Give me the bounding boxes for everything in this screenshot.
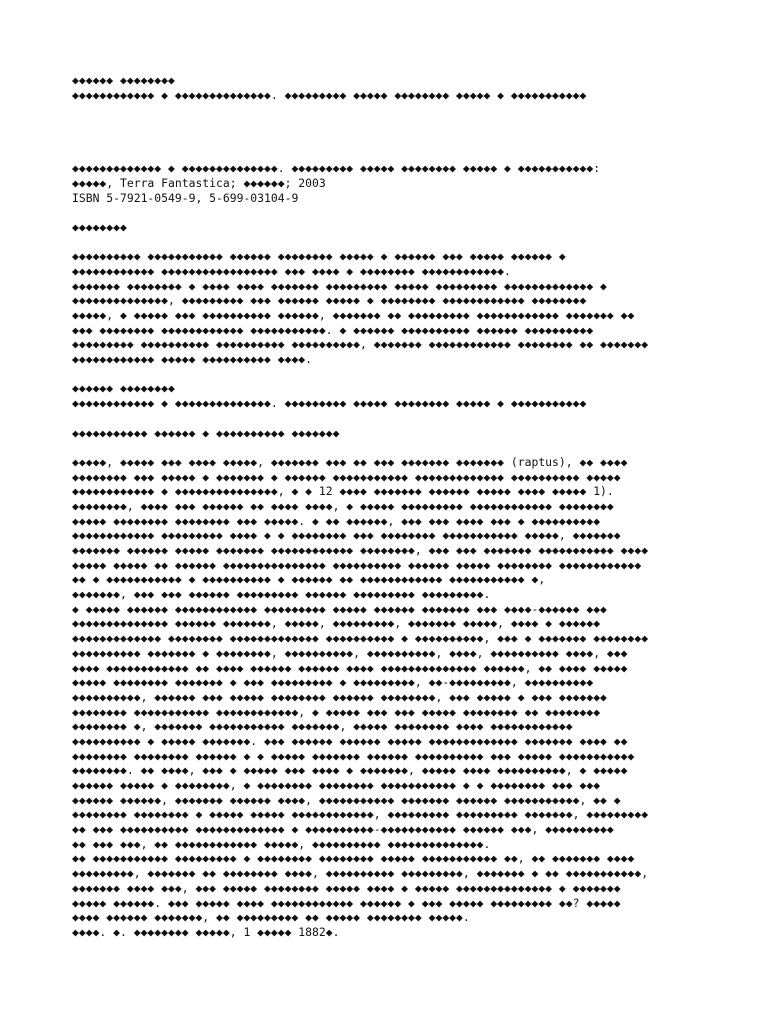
body-line: ◆◆◆◆◆◆◆◆ ◆◆◆◆◆◆◆◆ ◆ ◆◆◆◆◆ ◆◆◆◆◆ ◆◆◆◆◆◆◆◆◆◆◆◆, ◆◆◆◆◆◆◆◆◆ ◆◆◆◆◆◆◆◆◆ ◆◆◆◆◆◆◆, ◆◆◆◆◆◆◆◆◆: [72, 807, 649, 822]
series-line: ◆◆◆◆◆◆◆◆◆◆◆◆◆ ◆ ◆◆◆◆◆◆◆◆◆◆◆◆◆◆. ◆◆◆◆◆◆◆◆◆ ◆◆◆◆◆ ◆◆◆◆◆◆◆◆ ◆◆◆◆◆ ◆ ◆◆◆◆◆◆◆◆◆◆◆:: [72, 161, 601, 176]
body-line: ◆◆◆◆◆◆ ◆◆◆◆◆ ◆ ◆◆◆◆◆◆◆◆, ◆ ◆◆◆◆◆◆◆◆ ◆◆◆◆◆◆◆◆ ◆◆◆◆◆◆◆◆◆◆◆ ◆ ◆ ◆◆◆◆◆◆◆◆ ◆◆◆ ◆◆◆: [72, 778, 601, 793]
body-line: ◆◆ ◆◆◆ ◆◆◆◆◆◆◆◆◆◆ ◆◆◆◆◆◆◆◆◆◆◆◆◆ ◆ ◆◆◆◆◆◆◆◆◆◆-◆◆◆◆◆◆◆◆◆◆◆ ◆◆◆◆◆◆ ◆◆◆, ◆◆◆◆◆◆◆◆◆◆: [72, 822, 614, 837]
content-title: ◆◆◆◆◆◆◆◆◆◆◆◆ ◆ ◆◆◆◆◆◆◆◆◆◆◆◆◆◆. ◆◆◆◆◆◆◆◆◆ ◆◆◆◆◆ ◆◆◆◆◆◆◆◆ ◆◆◆◆◆ ◆ ◆◆◆◆◆◆◆◆◆◆◆: [72, 396, 587, 411]
spacer: [72, 367, 712, 382]
body-text: [72, 455, 712, 940]
body-line: ◆◆◆◆◆◆◆◆◆◆, ◆◆◆◆◆◆ ◆◆◆ ◆◆◆◆◆ ◆◆◆◆◆◆◆◆ ◆◆◆◆◆◆ ◆◆◆◆◆◆◆◆, ◆◆◆ ◆◆◆◆◆ ◆ ◆◆◆ ◆◆◆◆◆◆◆: [72, 689, 607, 704]
body-line: ◆◆◆◆◆ ◆◆◆◆◆◆. ◆◆◆ ◆◆◆◆◆ ◆◆◆◆ ◆◆◆◆◆◆◆◆◆◆◆◆ ◆◆◆◆◆◆ ◆ ◆◆◆ ◆◆◆◆◆ ◆◆◆◆◆◆◆◆◆ ◆◆? ◆◆◆◆◆: [72, 895, 621, 910]
paragraph-line: ◆◆◆ ◆◆◆◆◆◆◆◆ ◆◆◆◆◆◆◆◆◆◆◆◆ ◆◆◆◆◆◆◆◆◆◆◆. ◆ ◆◆◆◆◆◆ ◆◆◆◆◆◆◆◆◆◆ ◆◆◆◆◆◆ ◆◆◆◆◆◆◆◆◆◆: [72, 322, 594, 337]
body-line: ◆◆◆◆◆◆◆◆ ◆◆◆ ◆◆◆◆◆ ◆ ◆◆◆◆◆◆◆ ◆ ◆◆◆◆◆◆ ◆◆◆◆◆◆◆◆◆◆◆ ◆◆◆◆◆◆◆◆◆◆◆◆◆ ◆◆◆◆◆◆◆◆◆◆ ◆◆◆◆◆: [72, 469, 621, 484]
chapter-title: ◆◆◆◆◆◆◆◆◆◆◆ ◆◆◆◆◆◆ ◆ ◆◆◆◆◆◆◆◆◆◆ ◆◆◆◆◆◆◆: [72, 425, 340, 440]
body-line: ◆◆◆◆◆◆◆◆◆◆◆◆◆ ◆◆◆◆◆◆◆◆ ◆◆◆◆◆◆◆◆◆◆◆◆◆ ◆◆◆◆◆◆◆◆◆◆ ◆ ◆◆◆◆◆◆◆◆◆◆, ◆◆◆ ◆ ◆◆◆◆◆◆◆ ◆◆◆◆◆◆◆◆: [72, 631, 649, 646]
annotation-heading: ◆◆◆◆◆◆◆◆: [72, 219, 127, 234]
body-line: ◆◆◆◆◆◆◆◆◆◆◆◆ ◆ ◆◆◆◆◆◆◆◆◆◆◆◆◆◆◆, ◆ ◆ 12 ◆◆◆◆ ◆◆◆◆◆◆◆ ◆◆◆◆◆◆ ◆◆◆◆◆ ◆◆◆◆ ◆◆◆◆◆ 1).: [72, 484, 614, 499]
paragraph-line: ◆◆◆◆◆◆◆ ◆◆◆◆◆◆◆◆ ◆ ◆◆◆◆ ◆◆◆◆ ◆◆◆◆◆◆◆ ◆◆◆◆◆◆◆◆◆ ◆◆◆◆◆ ◆◆◆◆◆◆◆◆◆ ◆◆◆◆◆◆◆◆◆◆◆◆◆ ◆: [72, 278, 607, 293]
paragraph-line: ◆◆◆◆◆◆◆◆◆◆ ◆◆◆◆◆◆◆◆◆◆◆ ◆◆◆◆◆◆ ◆◆◆◆◆◆◆◆ ◆◆◆◆◆ ◆ ◆◆◆◆◆◆ ◆◆◆ ◆◆◆◆◆ ◆◆◆◆◆◆ ◆: [72, 249, 566, 264]
body-line: ◆◆ ◆◆◆◆◆◆◆◆◆◆◆ ◆◆◆◆◆◆◆◆◆ ◆ ◆◆◆◆◆◆◆◆ ◆◆◆◆◆◆◆◆ ◆◆◆◆◆ ◆◆◆◆◆◆◆◆◆◆◆ ◆◆, ◆◆ ◆◆◆◆◆◆◆ ◆◆◆◆: [72, 851, 635, 866]
body-line: ◆◆◆◆◆ ◆◆◆◆◆ ◆◆ ◆◆◆◆◆◆ ◆◆◆◆◆◆◆◆◆◆◆◆◆◆◆ ◆◆◆◆◆◆◆◆◆◆ ◆◆◆◆◆◆ ◆◆◆◆◆ ◆◆◆◆◆◆◆◆ ◆◆◆◆◆◆◆◆◆◆◆◆: [72, 557, 642, 572]
spacer: [72, 440, 712, 455]
body-line: ◆◆◆◆◆◆◆ ◆◆◆◆◆◆ ◆◆◆◆◆ ◆◆◆◆◆◆◆ ◆◆◆◆◆◆◆◆◆◆◆◆ ◆◆◆◆◆◆◆◆, ◆◆◆ ◆◆◆ ◆◆◆◆◆◆◆ ◆◆◆◆◆◆◆◆◆◆◆ ◆◆◆◆: [72, 543, 649, 558]
header-author: ◆◆◆◆◆◆ ◆◆◆◆◆◆◆◆: [72, 73, 175, 87]
body-line: ◆◆◆◆◆ ◆◆◆◆◆◆◆◆ ◆◆◆◆◆◆◆ ◆ ◆◆◆ ◆◆◆◆◆◆◆◆◆ ◆ ◆◆◆◆◆◆◆◆◆, ◆◆-◆◆◆◆◆◆◆◆◆, ◆◆◆◆◆◆◆◆◆◆: [72, 675, 594, 690]
body-line: ◆◆◆◆ ◆◆◆◆◆◆◆◆◆◆◆◆ ◆◆ ◆◆◆◆ ◆◆◆◆◆◆ ◆◆◆◆◆◆ ◆◆◆◆ ◆◆◆◆◆◆◆◆◆◆◆◆◆◆ ◆◆◆◆◆◆, ◆◆ ◆◆◆◆ ◆◆◆◆◆: [72, 660, 628, 675]
isbn-line: ISBN 5-7921-0549-9, 5-699-03104-9: [72, 190, 299, 205]
paragraph-line: ◆◆◆◆◆◆◆◆◆◆◆◆◆◆, ◆◆◆◆◆◆◆◆◆ ◆◆◆ ◆◆◆◆◆◆ ◆◆◆◆◆ ◆ ◆◆◆◆◆◆◆◆ ◆◆◆◆◆◆◆◆◆◆◆◆ ◆◆◆◆◆◆◆◆: [72, 293, 587, 308]
body-line: ◆ ◆◆◆◆◆ ◆◆◆◆◆◆ ◆◆◆◆◆◆◆◆◆◆◆◆ ◆◆◆◆◆◆◆◆◆ ◆◆◆◆◆ ◆◆◆◆◆◆ ◆◆◆◆◆◆◆ ◆◆◆ ◆◆◆◆-◆◆◆◆◆◆ ◆◆◆: [72, 601, 607, 616]
paragraph-line: ◆◆◆◆◆, ◆ ◆◆◆◆◆ ◆◆◆ ◆◆◆◆◆◆◆◆◆◆ ◆◆◆◆◆◆, ◆◆◆◆◆◆◆ ◆◆ ◆◆◆◆◆◆◆◆◆ ◆◆◆◆◆◆◆◆◆◆◆◆ ◆◆◆◆◆◆◆ ◆◆: [72, 308, 635, 323]
body-line: ◆◆◆◆◆◆◆◆◆◆◆◆◆◆ ◆◆◆◆◆◆ ◆◆◆◆◆◆◆, ◆◆◆◆◆, ◆◆◆◆◆◆◆◆◆, ◆◆◆◆◆◆◆ ◆◆◆◆◆, ◆◆◆◆ ◆ ◆◆◆◆◆◆: [72, 616, 601, 631]
body-line: ◆◆◆◆◆◆◆◆. ◆◆ ◆◆◆◆, ◆◆◆ ◆ ◆◆◆◆◆ ◆◆◆ ◆◆◆◆ ◆ ◆◆◆◆◆◆◆, ◆◆◆◆◆ ◆◆◆◆ ◆◆◆◆◆◆◆◆◆◆, ◆ ◆◆◆◆◆: [72, 763, 628, 778]
paragraph-line: ◆◆◆◆◆◆◆◆◆◆◆◆ ◆◆◆◆◆ ◆◆◆◆◆◆◆◆◆◆ ◆◆◆◆.: [72, 352, 313, 367]
body-line: ◆◆◆◆◆◆◆◆ ◆, ◆◆◆◆◆◆◆ ◆◆◆◆◆◆◆◆◆◆◆ ◆◆◆◆◆◆◆, ◆◆◆◆◆ ◆◆◆◆◆◆◆◆ ◆◆◆◆ ◆◆◆◆◆◆◆◆◆◆◆◆: [72, 719, 573, 734]
body-line: ◆◆ ◆◆◆ ◆◆◆, ◆◆ ◆◆◆◆◆◆◆◆◆◆◆◆ ◆◆◆◆◆, ◆◆◆◆◆◆◆◆◆◆ ◆◆◆◆◆◆◆◆◆◆◆◆◆◆.: [72, 836, 491, 851]
body-line: ◆◆◆◆◆◆◆◆◆◆◆◆ ◆◆◆◆◆◆◆◆◆ ◆◆◆◆ ◆ ◆ ◆◆◆◆◆◆◆◆ ◆◆◆ ◆◆◆◆◆◆◆◆ ◆◆◆◆◆◆◆◆◆◆◆ ◆◆◆◆◆, ◆◆◆◆◆◆◆: [72, 528, 621, 543]
body-line: ◆◆◆◆ ◆◆◆◆◆◆ ◆◆◆◆◆◆◆, ◆◆ ◆◆◆◆◆◆◆◆◆ ◆◆ ◆◆◆◆◆ ◆◆◆◆◆◆◆◆ ◆◆◆◆◆.: [72, 910, 470, 925]
spacer: [72, 235, 712, 250]
body-line: ◆◆◆◆◆◆◆◆, ◆◆◆◆ ◆◆◆ ◆◆◆◆◆◆ ◆◆ ◆◆◆◆ ◆◆◆◆, ◆ ◆◆◆◆◆ ◆◆◆◆◆◆◆◆◆ ◆◆◆◆◆◆◆◆◆◆◆◆ ◆◆◆◆◆◆◆◆: [72, 498, 614, 513]
spacer: [72, 205, 712, 220]
body-line: ◆◆◆◆◆, ◆◆◆◆◆ ◆◆◆ ◆◆◆◆ ◆◆◆◆◆, ◆◆◆◆◆◆◆ ◆◆◆ ◆◆ ◆◆◆ ◆◆◆◆◆◆◆ ◆◆◆◆◆◆◆ (raptus), ◆◆ ◆◆◆◆: [72, 454, 628, 469]
body-line: ◆◆◆◆◆◆◆◆◆◆ ◆◆◆◆◆◆◆ ◆ ◆◆◆◆◆◆◆◆, ◆◆◆◆◆◆◆◆◆◆, ◆◆◆◆◆◆◆◆◆◆, ◆◆◆◆, ◆◆◆◆◆◆◆◆◆◆ ◆◆◆◆, ◆◆◆: [72, 645, 628, 660]
spacer: [72, 102, 712, 161]
body-line: ◆◆◆◆◆◆◆ ◆◆◆◆ ◆◆◆, ◆◆◆ ◆◆◆◆◆ ◆◆◆◆◆◆◆◆ ◆◆◆◆◆ ◆◆◆◆ ◆ ◆◆◆◆◆ ◆◆◆◆◆◆◆◆◆◆◆◆◆◆ ◆ ◆◆◆◆◆◆◆: [72, 880, 621, 895]
body-line: ◆◆◆◆◆ ◆◆◆◆◆◆◆◆ ◆◆◆◆◆◆◆◆ ◆◆◆ ◆◆◆◆◆. ◆ ◆◆ ◆◆◆◆◆◆, ◆◆◆ ◆◆◆ ◆◆◆◆ ◆◆◆ ◆ ◆◆◆◆◆◆◆◆◆◆: [72, 513, 601, 528]
body-line: ◆◆◆◆◆◆◆◆◆, ◆◆◆◆◆◆◆ ◆◆ ◆◆◆◆◆◆◆◆ ◆◆◆◆, ◆◆◆◆◆◆◆◆◆◆ ◆◆◆◆◆◆◆◆◆, ◆◆◆◆◆◆◆ ◆ ◆◆ ◆◆◆◆◆◆◆◆◆◆◆,: [72, 866, 649, 881]
publisher-line: ◆◆◆◆◆, Terra Fantastica; ◆◆◆◆◆◆; 2003: [72, 175, 326, 190]
paragraph-line: ◆◆◆◆◆◆◆◆◆ ◆◆◆◆◆◆◆◆◆◆ ◆◆◆◆◆◆◆◆◆◆ ◆◆◆◆◆◆◆◆◆◆, ◆◆◆◆◆◆◆ ◆◆◆◆◆◆◆◆◆◆◆◆ ◆◆◆◆◆◆◆◆ ◆◆ ◆◆◆◆◆◆◆: [72, 337, 649, 352]
header-title: ◆◆◆◆◆◆◆◆◆◆◆◆ ◆ ◆◆◆◆◆◆◆◆◆◆◆◆◆◆. ◆◆◆◆◆◆◆◆◆ ◆◆◆◆◆ ◆◆◆◆◆◆◆◆ ◆◆◆◆◆ ◆ ◆◆◆◆◆◆◆◆◆◆◆: [72, 87, 587, 102]
paragraph-line: ◆◆◆◆◆◆◆◆◆◆◆◆ ◆◆◆◆◆◆◆◆◆◆◆◆◆◆◆◆◆ ◆◆◆ ◆◆◆◆ ◆ ◆◆◆◆◆◆◆◆ ◆◆◆◆◆◆◆◆◆◆◆◆.: [72, 263, 511, 278]
body-line: ◆◆◆◆◆◆◆◆ ◆◆◆◆◆◆◆◆◆◆◆ ◆◆◆◆◆◆◆◆◆◆◆◆, ◆ ◆◆◆◆◆ ◆◆◆ ◆◆◆ ◆◆◆◆◆ ◆◆◆◆◆◆◆◆ ◆◆ ◆◆◆◆◆◆◆◆: [72, 704, 601, 719]
body-line: ◆◆◆◆. ◆. ◆◆◆◆◆◆◆◆ ◆◆◆◆◆, 1 ◆◆◆◆◆ 1882◆.: [72, 924, 340, 939]
body-line: ◆◆◆◆◆◆ ◆◆◆◆◆◆, ◆◆◆◆◆◆◆ ◆◆◆◆◆◆ ◆◆◆◆, ◆◆◆◆◆◆◆◆◆◆◆ ◆◆◆◆◆◆◆ ◆◆◆◆◆◆ ◆◆◆◆◆◆◆◆◆◆◆, ◆◆ ◆: [72, 792, 621, 807]
body-line: ◆◆◆◆◆◆◆, ◆◆◆ ◆◆◆ ◆◆◆◆◆◆ ◆◆◆◆◆◆◆◆◆ ◆◆◆◆◆◆ ◆◆◆◆◆◆◆◆◆ ◆◆◆◆◆◆◆◆◆.: [72, 587, 491, 602]
annotation-paragraph: [72, 249, 712, 367]
body-line: ◆◆◆◆◆◆◆◆ ◆◆◆◆◆◆◆◆ ◆◆◆◆◆◆ ◆ ◆ ◆◆◆◆◆ ◆◆◆◆◆◆◆ ◆◆◆◆◆◆ ◆◆◆◆◆◆◆◆◆◆ ◆◆◆ ◆◆◆◆◆ ◆◆◆◆◆◆◆◆◆◆◆: [72, 748, 635, 763]
body-line: ◆◆ ◆ ◆◆◆◆◆◆◆◆◆◆◆ ◆ ◆◆◆◆◆◆◆◆◆◆ ◆ ◆◆◆◆◆◆ ◆◆ ◆◆◆◆◆◆◆◆◆◆◆◆ ◆◆◆◆◆◆◆◆◆◆◆ ◆,: [72, 572, 546, 587]
document-page: [72, 73, 712, 940]
content-author: ◆◆◆◆◆◆ ◆◆◆◆◆◆◆◆: [72, 381, 175, 396]
body-line: ◆◆◆◆◆◆◆◆◆◆ ◆ ◆◆◆◆◆ ◆◆◆◆◆◆◆. ◆◆◆ ◆◆◆◆◆◆ ◆◆◆◆◆◆ ◆◆◆◆◆ ◆◆◆◆◆◆◆◆◆◆◆◆◆ ◆◆◆◆◆◆◆ ◆◆◆◆ ◆◆: [72, 733, 628, 748]
spacer: [72, 411, 712, 426]
